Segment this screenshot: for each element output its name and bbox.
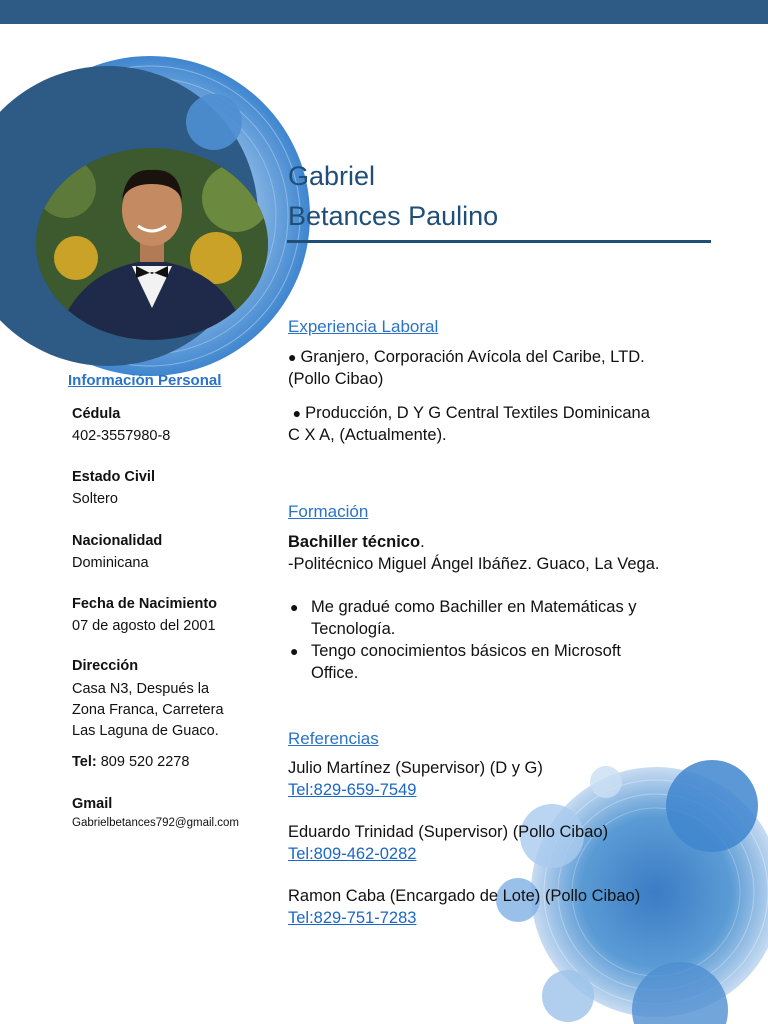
phone-field — [72, 752, 189, 773]
civil-status-label: Estado Civil — [72, 469, 155, 485]
reference-phone-link[interactable]: Tel:829-659-7549 — [288, 781, 417, 799]
address-label: Dirección — [72, 658, 139, 674]
personal-info-title: Información Personal — [68, 372, 222, 389]
name-divider — [287, 240, 711, 243]
experience-title: Experiencia Laboral — [288, 317, 439, 336]
civil-status-value: Soltero — [72, 491, 118, 507]
education-degree: Bachiller técnico. -Politécnico Miguel Ángel Ibáñez. Guaco, La Vega. — [288, 533, 660, 573]
education-bullets — [288, 596, 708, 684]
bullet-icon: ● — [290, 599, 299, 615]
cedula-label: Cédula — [72, 406, 121, 422]
list-item: ● Me gradué como Bachiller en Matemáticas y Tecnología. — [290, 598, 637, 638]
reference-item — [288, 821, 608, 865]
deco-circle-small — [186, 94, 242, 150]
full-name — [288, 156, 498, 236]
nationality-value: Dominicana — [72, 555, 149, 571]
education-title: Formación — [288, 502, 369, 521]
bullet-icon: ● — [288, 349, 297, 365]
experience-item: ● Granjero, Corporación Avícola del Caribe, LTD. (Pollo Cibao) — [288, 348, 645, 388]
bullet-icon: ● — [292, 405, 302, 421]
address-value: Casa N3, Después la Zona Franca, Carretera Las Laguna de Guaco. — [72, 681, 224, 739]
last-name: Betances Paulino — [288, 201, 499, 231]
list-item: ● Tengo conocimientos básicos en Microsoft Office. — [290, 642, 621, 682]
reference-item — [288, 885, 640, 929]
gmail-value: Gabrielbetances792@gmail.com — [72, 817, 240, 829]
birth-date-value: 07 de agosto del 2001 — [72, 618, 216, 634]
reference-name: Eduardo Trinidad (Supervisor) (Pollo Cibao) — [288, 823, 609, 841]
experience-item: ● Producción, D Y G Central Textiles Dominicana C X A, (Actualmente). — [288, 404, 650, 444]
education-school: -Politécnico Miguel Ángel Ibáñez. Guaco, La Vega. — [288, 555, 660, 573]
references-title: Referencias — [288, 729, 379, 748]
reference-item — [288, 757, 543, 801]
phone-label: Tel: — [72, 754, 97, 770]
nationality-label: Nacionalidad — [72, 533, 163, 549]
reference-phone-link[interactable]: Tel:809-462-0282 — [288, 845, 417, 863]
cedula-value: 402-3557980-8 — [72, 428, 171, 444]
bullet-icon: ● — [290, 643, 299, 659]
birth-date-label: Fecha de Nacimiento — [72, 596, 218, 612]
gmail-label: Gmail — [72, 796, 113, 812]
first-name: Gabriel — [288, 161, 376, 191]
reference-name: Ramon Caba (Encargado de Lote) (Pollo Cibao) — [288, 887, 641, 905]
profile-photo — [36, 148, 268, 340]
reference-phone-link[interactable]: Tel:829-751-7283 — [288, 909, 417, 927]
reference-name: Julio Martínez (Supervisor) (D y G) — [288, 759, 543, 777]
phone-value: 809 520 2278 — [100, 754, 190, 770]
